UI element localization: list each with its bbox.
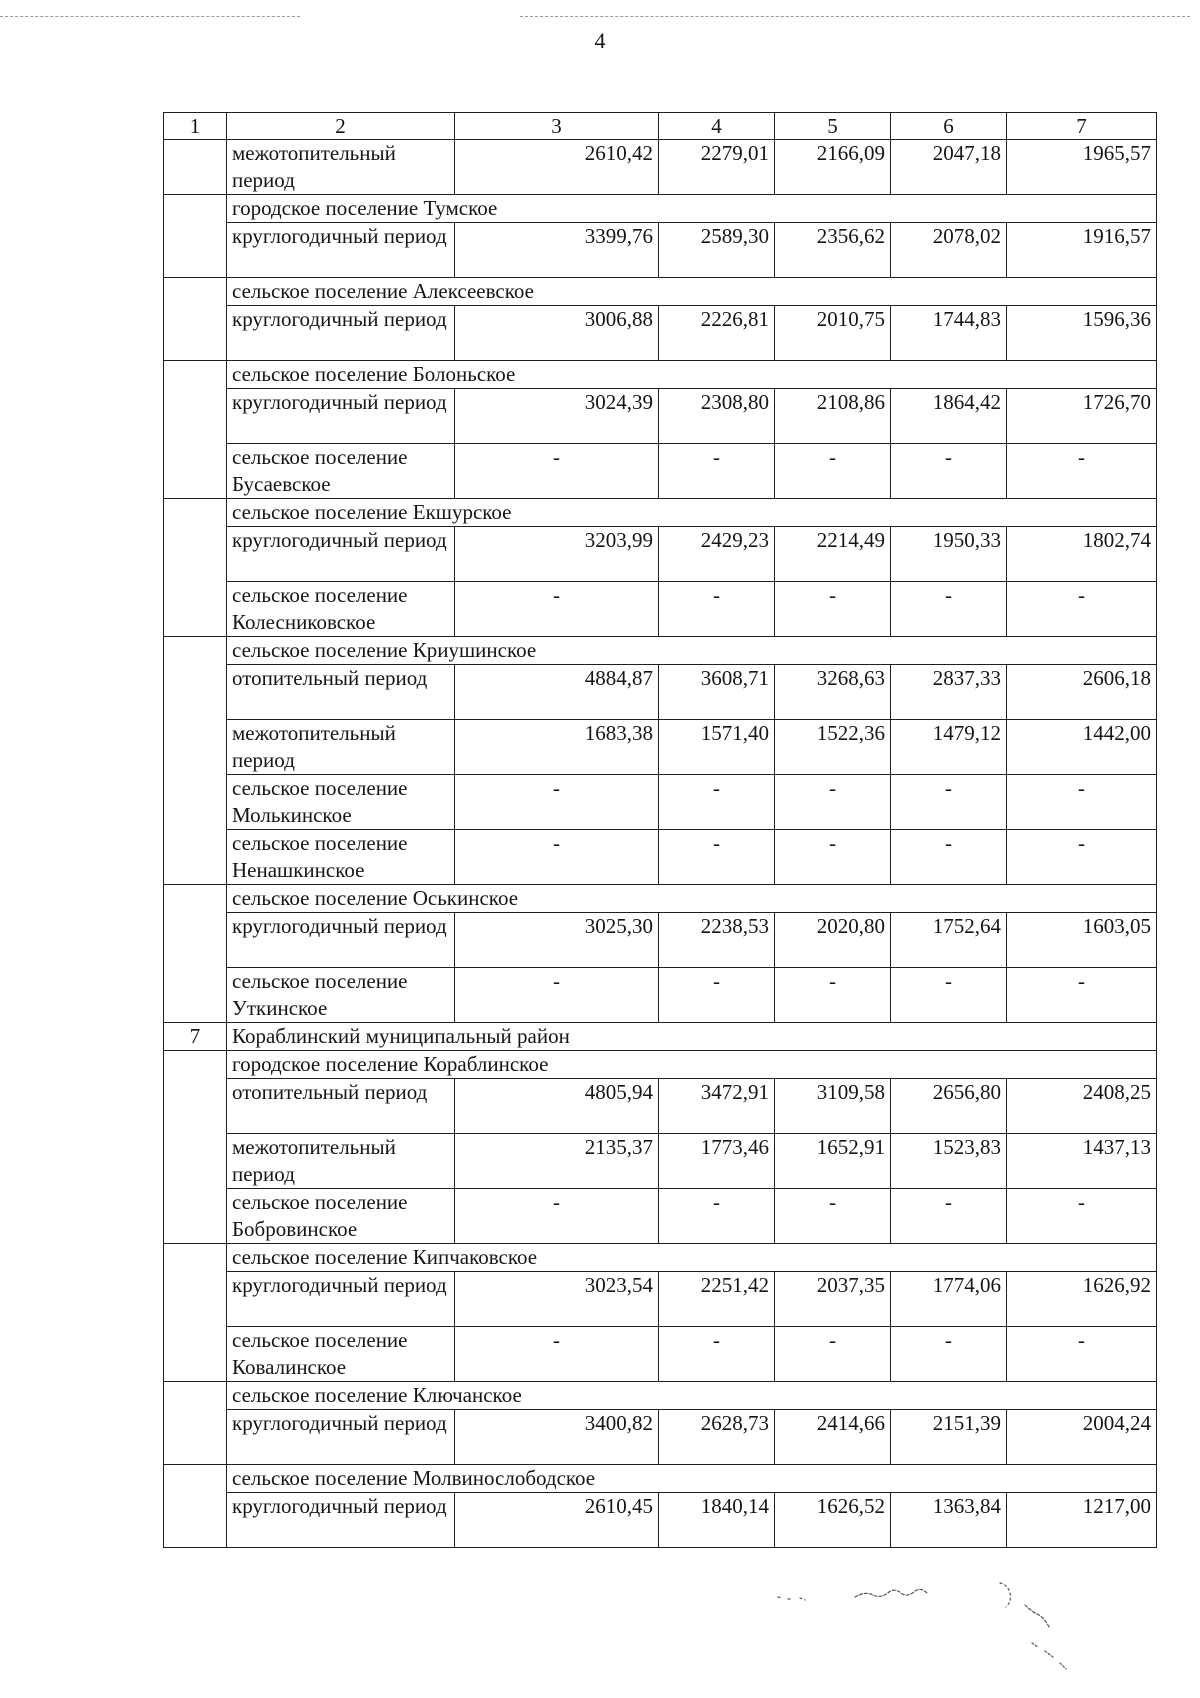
section-number: 7 — [164, 1023, 227, 1051]
value-cell: - — [455, 968, 659, 1023]
value-cell: - — [455, 830, 659, 885]
header-cell: 2 — [227, 113, 455, 140]
value-cell: 3109,58 — [775, 1079, 891, 1134]
data-row — [164, 306, 1157, 361]
index-cell — [164, 499, 227, 637]
scan-artifact-line — [0, 16, 300, 17]
data-row — [164, 1272, 1157, 1327]
value-cell: 3203,99 — [455, 527, 659, 582]
index-cell — [164, 637, 227, 885]
subgroup-row — [164, 195, 1157, 223]
data-row — [164, 1134, 1157, 1189]
handwritten-signature — [770, 1575, 1150, 1695]
value-cell: - — [775, 830, 891, 885]
value-cell: - — [659, 582, 775, 637]
header-row — [164, 113, 1157, 140]
subgroup-row — [164, 278, 1157, 306]
value-cell: - — [659, 1327, 775, 1382]
subgroup-row — [164, 499, 1157, 527]
subgroup-title: городское поселение Кораблинское — [227, 1051, 1157, 1079]
data-row — [164, 775, 1157, 830]
header-cell: 5 — [775, 113, 891, 140]
value-cell: - — [891, 775, 1007, 830]
value-cell: 2308,80 — [659, 389, 775, 444]
value-cell: 2414,66 — [775, 1410, 891, 1465]
data-row — [164, 1493, 1157, 1548]
header-cell: 7 — [1007, 113, 1157, 140]
value-cell: 1437,13 — [1007, 1134, 1157, 1189]
section-title: Кораблинский муниципальный район — [227, 1023, 1157, 1051]
value-cell: 1683,38 — [455, 720, 659, 775]
subgroup-row — [164, 1465, 1157, 1493]
subgroup-title: сельское поселение Молвинослободское — [227, 1465, 1157, 1493]
data-row — [164, 389, 1157, 444]
subgroup-title: городское поселение Тумское — [227, 195, 1157, 223]
data-row — [164, 444, 1157, 499]
value-cell: 1744,83 — [891, 306, 1007, 361]
value-cell: 3399,76 — [455, 223, 659, 278]
value-cell: 1802,74 — [1007, 527, 1157, 582]
data-row — [164, 1079, 1157, 1134]
row-label: сельское поселение Молькинское — [227, 775, 455, 830]
header-cell: 3 — [455, 113, 659, 140]
data-row — [164, 830, 1157, 885]
subgroup-title: сельское поселение Кипчаковское — [227, 1244, 1157, 1272]
value-cell: 3472,91 — [659, 1079, 775, 1134]
value-cell: 1442,00 — [1007, 720, 1157, 775]
value-cell: - — [1007, 968, 1157, 1023]
data-row — [164, 913, 1157, 968]
subgroup-title: сельское поселение Ключанское — [227, 1382, 1157, 1410]
value-cell: 2606,18 — [1007, 665, 1157, 720]
value-cell: 3024,39 — [455, 389, 659, 444]
subgroup-title: сельское поселение Алексеевское — [227, 278, 1157, 306]
value-cell: 2408,25 — [1007, 1079, 1157, 1134]
row-label: сельское поселение Уткинское — [227, 968, 455, 1023]
value-cell: 2166,09 — [775, 140, 891, 195]
value-cell: 2279,01 — [659, 140, 775, 195]
value-cell: - — [775, 1189, 891, 1244]
row-label: круглогодичный период — [227, 913, 455, 968]
row-label: сельское поселение Бобровинское — [227, 1189, 455, 1244]
value-cell: 1916,57 — [1007, 223, 1157, 278]
value-cell: - — [455, 582, 659, 637]
subgroup-title: сельское поселение Болоньское — [227, 361, 1157, 389]
data-row — [164, 720, 1157, 775]
index-cell — [164, 1051, 227, 1244]
row-label: круглогодичный период — [227, 389, 455, 444]
value-cell: - — [775, 775, 891, 830]
value-cell: 2837,33 — [891, 665, 1007, 720]
header-cell: 4 — [659, 113, 775, 140]
index-cell — [164, 1382, 227, 1465]
value-cell: - — [891, 1327, 1007, 1382]
value-cell: - — [659, 1189, 775, 1244]
value-cell: 2656,80 — [891, 1079, 1007, 1134]
page-number: 4 — [594, 28, 606, 53]
row-label: межотопительный период — [227, 1134, 455, 1189]
value-cell: - — [455, 1327, 659, 1382]
value-cell: - — [659, 444, 775, 499]
data-row — [164, 223, 1157, 278]
value-cell: 1864,42 — [891, 389, 1007, 444]
value-cell: 3025,30 — [455, 913, 659, 968]
row-label: круглогодичный период — [227, 527, 455, 582]
value-cell: - — [1007, 1189, 1157, 1244]
value-cell: 3268,63 — [775, 665, 891, 720]
value-cell: 3006,88 — [455, 306, 659, 361]
index-cell — [164, 885, 227, 1023]
value-cell: 2214,49 — [775, 527, 891, 582]
row-label: круглогодичный период — [227, 1272, 455, 1327]
section-row — [164, 1023, 1157, 1051]
value-cell: - — [775, 582, 891, 637]
value-cell: 2151,39 — [891, 1410, 1007, 1465]
subgroup-row — [164, 361, 1157, 389]
value-cell: 1752,64 — [891, 913, 1007, 968]
value-cell: - — [1007, 444, 1157, 499]
row-label: сельское поселение Ненашкинское — [227, 830, 455, 885]
value-cell: 2429,23 — [659, 527, 775, 582]
value-cell: 2238,53 — [659, 913, 775, 968]
value-cell: - — [455, 775, 659, 830]
subgroup-title: сельское поселение Оськинское — [227, 885, 1157, 913]
subgroup-row — [164, 885, 1157, 913]
value-cell: 1522,36 — [775, 720, 891, 775]
subgroup-title: сельское поселение Екшурское — [227, 499, 1157, 527]
value-cell: 2610,42 — [455, 140, 659, 195]
row-label: сельское поселение Бусаевское — [227, 444, 455, 499]
value-cell: 1603,05 — [1007, 913, 1157, 968]
value-cell: 2251,42 — [659, 1272, 775, 1327]
value-cell: 4805,94 — [455, 1079, 659, 1134]
row-label: круглогодичный период — [227, 1410, 455, 1465]
value-cell: 1726,70 — [1007, 389, 1157, 444]
data-row — [164, 1189, 1157, 1244]
value-cell: 1840,14 — [659, 1493, 775, 1548]
value-cell: 2010,75 — [775, 306, 891, 361]
value-cell: 2078,02 — [891, 223, 1007, 278]
data-row — [164, 527, 1157, 582]
data-row — [164, 140, 1157, 195]
value-cell: - — [1007, 1327, 1157, 1382]
value-cell: 2356,62 — [775, 223, 891, 278]
value-cell: 1596,36 — [1007, 306, 1157, 361]
subgroup-row — [164, 637, 1157, 665]
row-label: межотопительный период — [227, 140, 455, 195]
data-row — [164, 582, 1157, 637]
value-cell: 1773,46 — [659, 1134, 775, 1189]
value-cell: - — [1007, 582, 1157, 637]
value-cell: - — [775, 444, 891, 499]
value-cell: - — [455, 1189, 659, 1244]
value-cell: 1652,91 — [775, 1134, 891, 1189]
row-label: сельское поселение Ковалинское — [227, 1327, 455, 1382]
row-label: круглогодичный период — [227, 223, 455, 278]
value-cell: 1217,00 — [1007, 1493, 1157, 1548]
subgroup-row — [164, 1051, 1157, 1079]
value-cell: 2628,73 — [659, 1410, 775, 1465]
value-cell: - — [659, 968, 775, 1023]
value-cell: 1571,40 — [659, 720, 775, 775]
data-row — [164, 665, 1157, 720]
value-cell: 1626,92 — [1007, 1272, 1157, 1327]
value-cell: - — [659, 830, 775, 885]
value-cell: - — [891, 582, 1007, 637]
index-cell — [164, 278, 227, 361]
value-cell: 2108,86 — [775, 389, 891, 444]
header-cell: 6 — [891, 113, 1007, 140]
value-cell: 2226,81 — [659, 306, 775, 361]
index-cell — [164, 361, 227, 499]
value-cell: - — [775, 1327, 891, 1382]
row-label: круглогодичный период — [227, 306, 455, 361]
row-label: отопительный период — [227, 665, 455, 720]
data-row — [164, 1327, 1157, 1382]
data-row — [164, 968, 1157, 1023]
value-cell: 2020,80 — [775, 913, 891, 968]
value-cell: - — [455, 444, 659, 499]
value-cell: 2610,45 — [455, 1493, 659, 1548]
value-cell: 1479,12 — [891, 720, 1007, 775]
value-cell: 3400,82 — [455, 1410, 659, 1465]
value-cell: - — [891, 1189, 1007, 1244]
subgroup-title: сельское поселение Криушинское — [227, 637, 1157, 665]
value-cell: - — [891, 830, 1007, 885]
index-cell — [164, 140, 227, 195]
value-cell: - — [659, 775, 775, 830]
value-cell: - — [775, 968, 891, 1023]
value-cell: 4884,87 — [455, 665, 659, 720]
subgroup-row — [164, 1382, 1157, 1410]
value-cell: 1965,57 — [1007, 140, 1157, 195]
index-cell — [164, 195, 227, 278]
value-cell: 1523,83 — [891, 1134, 1007, 1189]
row-label: сельское поселение Колесниковское — [227, 582, 455, 637]
subgroup-row — [164, 1244, 1157, 1272]
value-cell: 1363,84 — [891, 1493, 1007, 1548]
value-cell: - — [1007, 830, 1157, 885]
tariff-table — [163, 112, 1157, 1548]
value-cell: 1950,33 — [891, 527, 1007, 582]
index-cell — [164, 1244, 227, 1382]
value-cell: - — [891, 444, 1007, 499]
index-cell — [164, 1465, 227, 1548]
value-cell: - — [891, 968, 1007, 1023]
value-cell: 2004,24 — [1007, 1410, 1157, 1465]
scan-artifact-line — [520, 16, 1190, 17]
data-row — [164, 1410, 1157, 1465]
value-cell: 3023,54 — [455, 1272, 659, 1327]
value-cell: 1774,06 — [891, 1272, 1007, 1327]
value-cell: 3608,71 — [659, 665, 775, 720]
value-cell: 2135,37 — [455, 1134, 659, 1189]
value-cell: 1626,52 — [775, 1493, 891, 1548]
row-label: круглогодичный период — [227, 1493, 455, 1548]
value-cell: - — [1007, 775, 1157, 830]
value-cell: 2037,35 — [775, 1272, 891, 1327]
row-label: отопительный период — [227, 1079, 455, 1134]
value-cell: 2589,30 — [659, 223, 775, 278]
row-label: межотопительный период — [227, 720, 455, 775]
header-cell: 1 — [164, 113, 227, 140]
value-cell: 2047,18 — [891, 140, 1007, 195]
